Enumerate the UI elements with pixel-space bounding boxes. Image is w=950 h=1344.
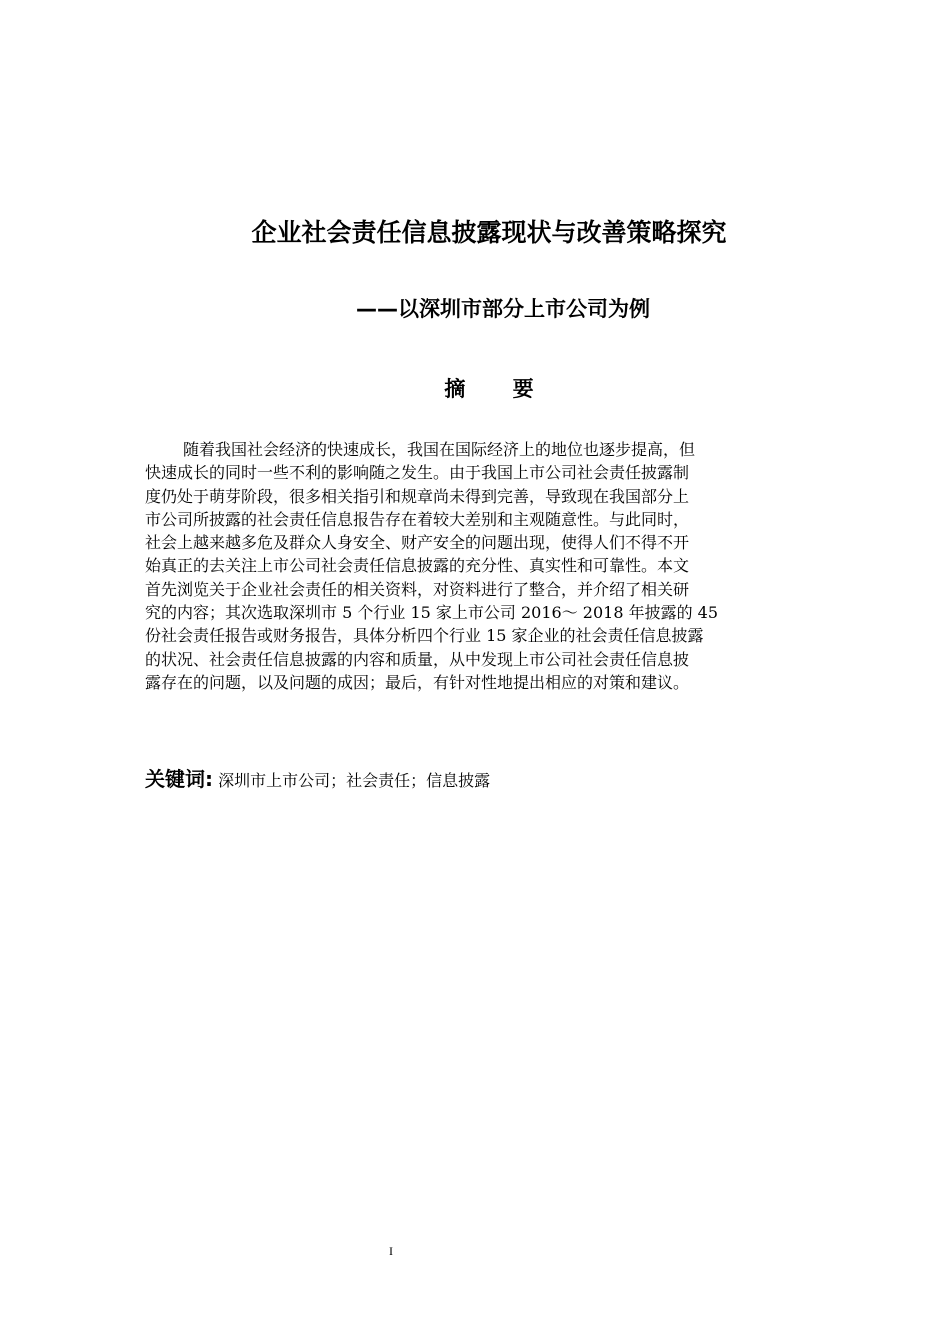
abstract-line: 随着我国社会经济的快速成长，我国在国际经济上的地位也逐步提高，但 bbox=[183, 440, 696, 459]
keywords-line bbox=[145, 764, 805, 796]
abstract-line: 的状况、社会责任信息披露的内容和质量，从中发现上市公司社会责任信息披 bbox=[145, 649, 690, 669]
abstract-line: 首先浏览关于企业社会责任的相关资料，对资料进行了整合，并介绍了相关研 bbox=[145, 579, 690, 599]
abstract-line: 份社会责任报告或财务报告，具体分析四个行业 15 家企业的社会责任信息披露 bbox=[145, 626, 704, 646]
document-title: 企业社会责任信息披露现状与改善策略探究 bbox=[251, 218, 727, 247]
page-number: I bbox=[389, 1244, 393, 1258]
abstract-heading: 摘 要 bbox=[444, 377, 554, 401]
abstract-line: 市公司所披露的社会责任信息报告存在着较大差别和主观随意性。与此同时， bbox=[145, 509, 690, 529]
abstract-line: 究的内容；其次选取深圳市 5 个行业 15 家上市公司 2016～ 2018 年披露的 45 bbox=[145, 603, 719, 623]
abstract-line: 露存在的问题，以及问题的成因；最后，有针对性地提出相应的对策和建议。 bbox=[145, 672, 690, 692]
keywords-label: 关键词: bbox=[145, 767, 213, 791]
document-subtitle: ——以深圳市部分上市公司为例 bbox=[356, 297, 650, 321]
abstract-line: 快速成长的同时一些不利的影响随之发生。由于我国上市公司社会责任披露制 bbox=[145, 463, 690, 483]
abstract-line: 度仍处于萌芽阶段，很多相关指引和规章尚未得到完善，导致现在我国部分上 bbox=[145, 486, 690, 506]
keywords-value: 深圳市上市公司；社会责任；信息披露 bbox=[218, 771, 491, 790]
abstract-body bbox=[145, 438, 805, 694]
abstract-line: 社会上越来越多危及群众人身安全、财产安全的问题出现，使得人们不得不开 bbox=[145, 533, 690, 553]
abstract-line: 始真正的去关注上市公司社会责任信息披露的充分性、真实性和可靠性。本文 bbox=[145, 556, 690, 576]
